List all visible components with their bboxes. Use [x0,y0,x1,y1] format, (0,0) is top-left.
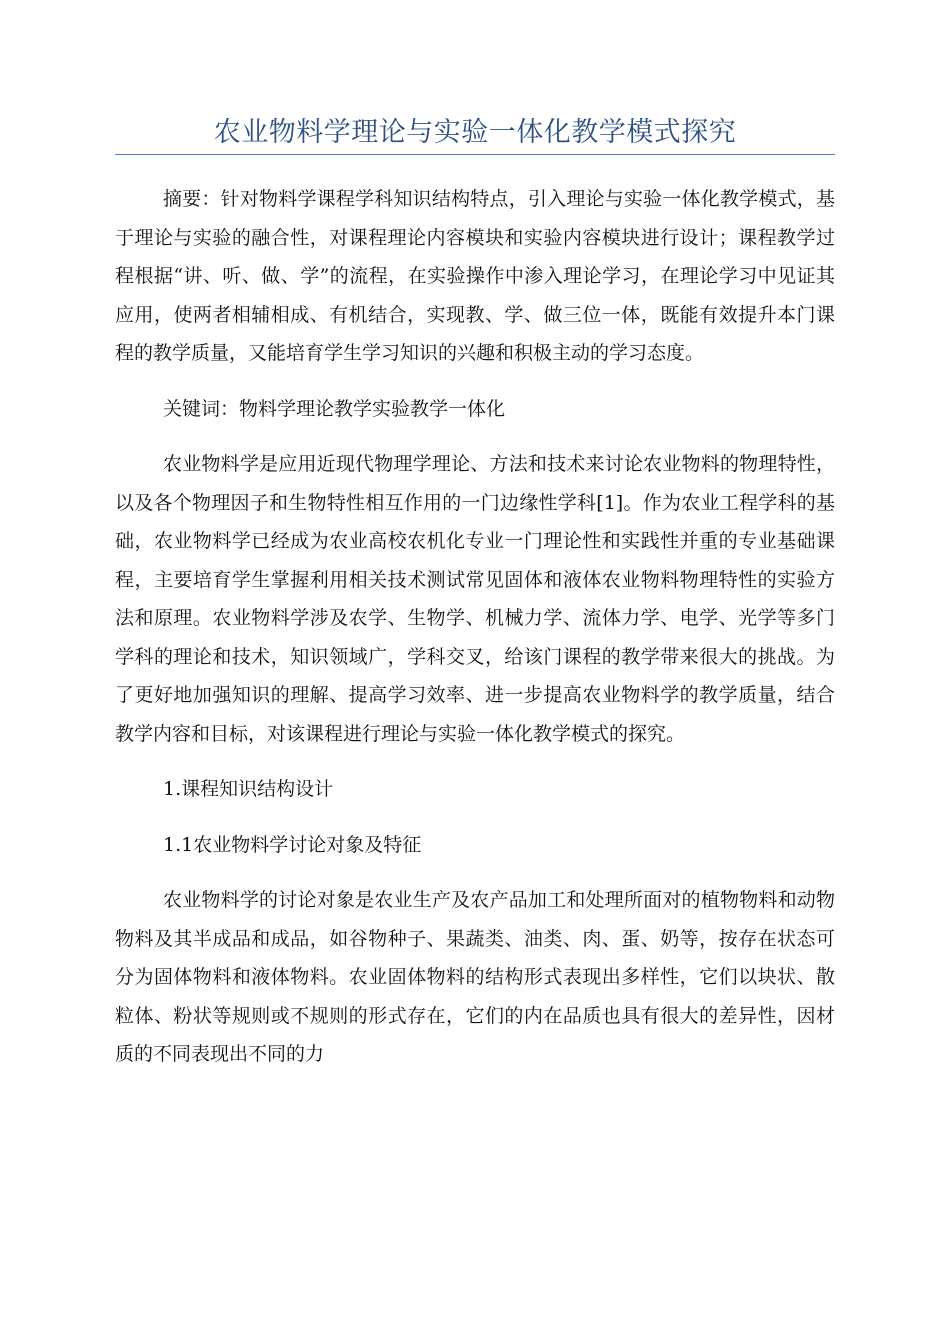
keywords-paragraph: 关键词：物料学理论教学实验教学一体化 [163,397,506,420]
intro-paragraph: 农业物料学是应用近现代物理学理论、方法和技术来讨论农业物料的物理特性，以及各个物理因子和生物特性相互作用的一门边缘性学科[1]。作为农业工程学科的基础，农业物料学已经成为农业高校农机化专业一门理论性和实践性并重的专业基础课程，主要培育学生掌握利用相关技术测试常见固体和液体农业物料物理特性的实验方法和原理。农业物料学涉及农学、生物学、机械力学、流体力学、电学、光学等多门学科的理论和技术，知识领域广，学科交叉，给该门课程的教学带来很大的挑战。为了更好地加强知识的理解、提高学习效率、进一步提高农业物料学的教学质量，结合教学内容和目标，对该课程进行理论与实验一体化教学模式的探究。 [115,453,835,745]
section-1-heading: 1.课程知识结构设计 [163,778,334,800]
document-body [115,180,835,1074]
section-1-1-paragraph: 农业物料学的讨论对象是农业生产及农产品加工和处理所面对的植物物料和动物物料及其半成品和成品，如谷物种子、果蔬类、油类、肉、蛋、奶等，按存在状态可分为固体物料和液体物料。农业固体物料的结构形式表现出多样性，它们以块状、散粒体、粉状等规则或不规则的形式存在，它们的内在品质也具有很大的差异性，因材质的不同表现出不同的力 [115,889,835,1065]
title-underline [115,154,835,155]
document-title: 农业物料学理论与实验一体化教学模式探究 [213,117,737,148]
abstract-paragraph: 摘要：针对物料学课程学科知识结构特点，引入理论与实验一体化教学模式，基于理论与实验的融合性，对课程理论内容模块和实验内容模块进行设计；课程教学过程根据“讲、听、做、学”的流程，在实验操作中渗入理论学习，在理论学习中见证其应用，使两者相辅相成、有机结合，实现教、学、做三位一体，既能有效提升本门课程的教学质量，又能培育学生学习知识的兴趣和积极主动的学习态度。 [115,188,835,364]
section-1-1-heading: 1.1农业物料学讨论对象及特征 [163,833,422,856]
